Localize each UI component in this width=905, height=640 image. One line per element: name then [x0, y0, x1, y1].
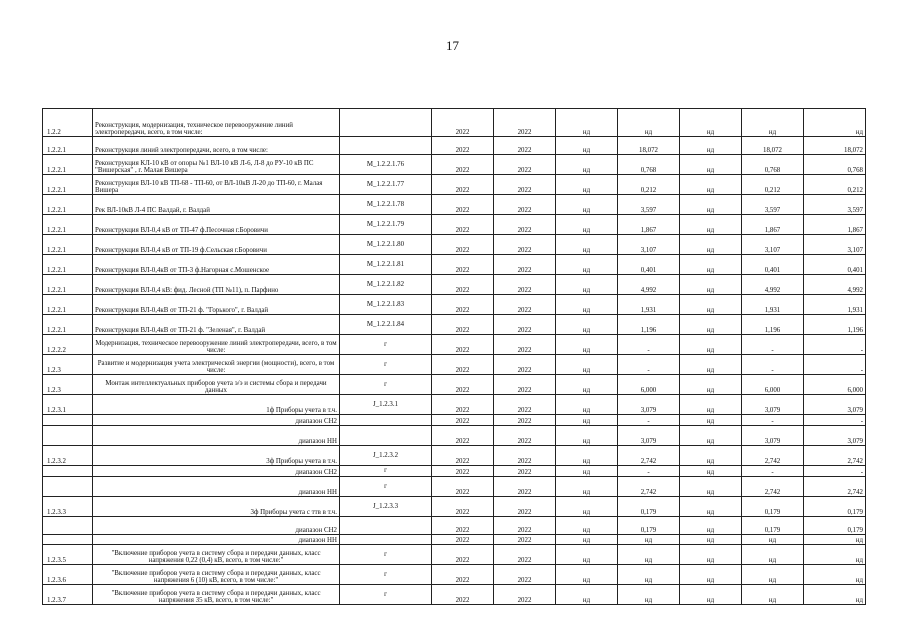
row-value-4-cell: 0,212 [742, 175, 804, 195]
row-id-cell: г [340, 466, 432, 477]
row-value-5-cell: - [804, 415, 866, 426]
row-value-1-cell: нд [556, 426, 618, 446]
row-start-year-cell: 2022 [432, 517, 494, 535]
row-value-5-cell: 1,867 [804, 215, 866, 235]
row-value-3-cell: нд [680, 545, 742, 565]
row-value-5-cell: 1,931 [804, 295, 866, 315]
row-value-1-cell: нд [556, 355, 618, 375]
row-value-4-cell: 1,867 [742, 215, 804, 235]
row-description-cell: Реконструкция ВЛ-0,4 кВ от ТП-47 ф.Песочная г.Боровичи [93, 215, 340, 235]
row-number-cell [43, 477, 93, 497]
row-start-year-cell: 2022 [432, 585, 494, 605]
row-end-year-cell: 2022 [494, 315, 556, 335]
row-value-1-cell: нд [556, 315, 618, 335]
row-value-2-cell: 3,107 [618, 235, 680, 255]
row-start-year-cell: 2022 [432, 175, 494, 195]
row-value-4-cell: 3,079 [742, 395, 804, 415]
table-row [43, 565, 866, 585]
row-value-3-cell: нд [680, 426, 742, 446]
table-row [43, 355, 866, 375]
row-description-cell: "Включение приборов учета в систему сбора и передачи данных, класс напряжения 35 кВ, всего, в том числе:" [93, 585, 340, 605]
row-value-2-cell: - [618, 415, 680, 426]
row-description-cell: Монтаж интеллектуальных приборов учета э/э и системы сбора и передачи данных [93, 375, 340, 395]
table-row [43, 109, 866, 137]
row-value-4-cell: 1,196 [742, 315, 804, 335]
row-description-cell: Реконструкция ВЛ-0,4кВ от ТП-3 ф.Нагорная с.Мошенское [93, 255, 340, 275]
row-value-2-cell: 0,401 [618, 255, 680, 275]
row-number-cell: 1.2.3.6 [43, 565, 93, 585]
row-value-2-cell: 3,597 [618, 195, 680, 215]
row-value-2-cell: нд [618, 565, 680, 585]
row-end-year-cell: 2022 [494, 426, 556, 446]
row-value-1-cell: нд [556, 446, 618, 466]
row-number-cell [43, 426, 93, 446]
row-value-1-cell: нд [556, 109, 618, 137]
row-number-cell: 1.2.3 [43, 355, 93, 375]
row-end-year-cell: 2022 [494, 255, 556, 275]
row-number-cell: 1.2.2.1 [43, 155, 93, 175]
row-value-5-cell: 3,107 [804, 235, 866, 255]
row-value-3-cell: нд [680, 235, 742, 255]
row-value-5-cell: 0,179 [804, 517, 866, 535]
row-value-2-cell: 3,079 [618, 426, 680, 446]
table-row [43, 295, 866, 315]
row-value-1-cell: нд [556, 155, 618, 175]
row-value-5-cell: 3,597 [804, 195, 866, 215]
row-value-1-cell: нд [556, 585, 618, 605]
row-value-4-cell: 2,742 [742, 446, 804, 466]
row-value-2-cell: 4,992 [618, 275, 680, 295]
row-start-year-cell: 2022 [432, 565, 494, 585]
row-start-year-cell: 2022 [432, 355, 494, 375]
row-number-cell: 1.2.2.1 [43, 255, 93, 275]
row-value-3-cell: нд [680, 466, 742, 477]
table-row [43, 175, 866, 195]
row-end-year-cell: 2022 [494, 535, 556, 545]
row-number-cell: 1.2.3.7 [43, 585, 93, 605]
row-start-year-cell: 2022 [432, 335, 494, 355]
row-value-3-cell: нд [680, 109, 742, 137]
row-description-cell: 1ф Приборы учета в т.ч. [93, 395, 340, 415]
row-description-cell: диапазон НН [93, 426, 340, 446]
row-number-cell: 1.2.2.1 [43, 235, 93, 255]
row-id-cell: J_1.2.3.1 [340, 395, 432, 415]
row-number-cell: 1.2.2.1 [43, 215, 93, 235]
row-value-5-cell: нд [804, 565, 866, 585]
row-id-cell [340, 137, 432, 155]
row-start-year-cell: 2022 [432, 477, 494, 497]
row-id-cell: г [340, 335, 432, 355]
table-row [43, 517, 866, 535]
row-value-2-cell: 3,079 [618, 395, 680, 415]
table-row [43, 215, 866, 235]
row-value-4-cell: 0,401 [742, 255, 804, 275]
row-end-year-cell: 2022 [494, 137, 556, 155]
row-value-2-cell: - [618, 466, 680, 477]
row-number-cell: 1.2.2 [43, 109, 93, 137]
row-value-1-cell: нд [556, 175, 618, 195]
row-end-year-cell: 2022 [494, 446, 556, 466]
row-end-year-cell: 2022 [494, 295, 556, 315]
row-number-cell: 1.2.2.1 [43, 195, 93, 215]
row-description-cell: "Включение приборов учета в систему сбора и передачи данных, класс напряжения 6 (10) кВ, всего, в том числе:" [93, 565, 340, 585]
row-value-4-cell: нд [742, 585, 804, 605]
table-row [43, 415, 866, 426]
row-value-1-cell: нд [556, 466, 618, 477]
table-row [43, 446, 866, 466]
row-value-3-cell: нд [680, 375, 742, 395]
row-end-year-cell: 2022 [494, 109, 556, 137]
row-value-2-cell: 18,072 [618, 137, 680, 155]
row-value-2-cell: 1,931 [618, 295, 680, 315]
row-description-cell: диапазон СН2 [93, 466, 340, 477]
row-start-year-cell: 2022 [432, 137, 494, 155]
row-value-1-cell: нд [556, 477, 618, 497]
row-value-2-cell: - [618, 355, 680, 375]
row-value-1-cell: нд [556, 255, 618, 275]
row-value-3-cell: нд [680, 497, 742, 517]
row-end-year-cell: 2022 [494, 195, 556, 215]
row-start-year-cell: 2022 [432, 235, 494, 255]
table-row [43, 255, 866, 275]
row-value-5-cell: 0,179 [804, 497, 866, 517]
table-row [43, 375, 866, 395]
row-value-3-cell: нд [680, 215, 742, 235]
row-end-year-cell: 2022 [494, 565, 556, 585]
table-row [43, 545, 866, 565]
row-end-year-cell: 2022 [494, 585, 556, 605]
table-body [43, 109, 866, 605]
row-description-cell: Модернизация, техническое перевооружение линий электропередачи, всего, в том числе: [93, 335, 340, 355]
row-description-cell: Реконструкция ВЛ-0,4кВ от ТП-21 ф. "Зеленая", г. Валдай [93, 315, 340, 335]
row-value-3-cell: нд [680, 137, 742, 155]
row-start-year-cell: 2022 [432, 545, 494, 565]
row-value-3-cell: нд [680, 565, 742, 585]
table-row [43, 535, 866, 545]
table-row [43, 315, 866, 335]
row-description-cell: 3ф Приборы учета в т.ч. [93, 446, 340, 466]
row-start-year-cell: 2022 [432, 497, 494, 517]
row-value-1-cell: нд [556, 517, 618, 535]
row-value-3-cell: нд [680, 355, 742, 375]
row-number-cell: 1.2.2.1 [43, 315, 93, 335]
row-value-4-cell: - [742, 466, 804, 477]
row-value-5-cell: нд [804, 545, 866, 565]
row-start-year-cell: 2022 [432, 446, 494, 466]
row-value-1-cell: нд [556, 497, 618, 517]
row-value-5-cell: - [804, 355, 866, 375]
row-value-5-cell: нд [804, 535, 866, 545]
row-value-5-cell: - [804, 335, 866, 355]
row-value-5-cell: нд [804, 585, 866, 605]
row-start-year-cell: 2022 [432, 275, 494, 295]
row-start-year-cell: 2022 [432, 109, 494, 137]
row-value-1-cell: нд [556, 335, 618, 355]
row-value-4-cell: 0,179 [742, 497, 804, 517]
row-id-cell: г [340, 355, 432, 375]
row-value-1-cell: нд [556, 545, 618, 565]
table-row [43, 426, 866, 446]
row-id-cell: J_1.2.3.3 [340, 497, 432, 517]
row-value-1-cell: нд [556, 215, 618, 235]
row-value-5-cell: 4,992 [804, 275, 866, 295]
row-value-4-cell: 0,179 [742, 517, 804, 535]
row-value-2-cell: нд [618, 545, 680, 565]
row-id-cell [340, 517, 432, 535]
row-end-year-cell: 2022 [494, 415, 556, 426]
row-value-3-cell: нд [680, 335, 742, 355]
row-end-year-cell: 2022 [494, 466, 556, 477]
row-end-year-cell: 2022 [494, 545, 556, 565]
row-value-3-cell: нд [680, 175, 742, 195]
row-value-1-cell: нд [556, 137, 618, 155]
row-value-4-cell: 1,931 [742, 295, 804, 315]
row-value-1-cell: нд [556, 375, 618, 395]
row-value-1-cell: нд [556, 415, 618, 426]
row-id-cell: J_1.2.3.2 [340, 446, 432, 466]
row-id-cell: M_1.2.2.1.80 [340, 235, 432, 255]
row-value-5-cell: нд [804, 109, 866, 137]
row-number-cell [43, 466, 93, 477]
row-end-year-cell: 2022 [494, 215, 556, 235]
row-value-2-cell: 2,742 [618, 446, 680, 466]
row-start-year-cell: 2022 [432, 215, 494, 235]
row-end-year-cell: 2022 [494, 517, 556, 535]
row-start-year-cell: 2022 [432, 466, 494, 477]
row-description-cell: диапазон СН2 [93, 517, 340, 535]
row-value-5-cell: 2,742 [804, 477, 866, 497]
row-number-cell: 1.2.2.1 [43, 137, 93, 155]
row-description-cell: диапазон НН [93, 535, 340, 545]
row-value-4-cell: 2,742 [742, 477, 804, 497]
row-value-1-cell: нд [556, 565, 618, 585]
row-value-5-cell: 3,079 [804, 395, 866, 415]
row-id-cell: г [340, 545, 432, 565]
table-row [43, 155, 866, 175]
row-end-year-cell: 2022 [494, 175, 556, 195]
row-start-year-cell: 2022 [432, 195, 494, 215]
row-value-2-cell: 6,000 [618, 375, 680, 395]
row-value-4-cell: 3,079 [742, 426, 804, 446]
row-value-3-cell: нд [680, 585, 742, 605]
row-start-year-cell: 2022 [432, 535, 494, 545]
row-value-5-cell: 0,212 [804, 175, 866, 195]
row-value-3-cell: нд [680, 155, 742, 175]
row-value-2-cell: - [618, 335, 680, 355]
row-description-cell: Реконструкция КЛ-10 кВ от опоры №1 ВЛ-10 кВ Л-6, Л-8 до РУ-10 кВ ПС "Вишерская" , г. Малая Вишера [93, 155, 340, 175]
row-start-year-cell: 2022 [432, 295, 494, 315]
table-row [43, 137, 866, 155]
table-row [43, 477, 866, 497]
row-start-year-cell: 2022 [432, 395, 494, 415]
row-id-cell: г [340, 477, 432, 497]
row-value-4-cell: нд [742, 565, 804, 585]
row-end-year-cell: 2022 [494, 355, 556, 375]
investment-table-container [42, 108, 865, 605]
row-id-cell: г [340, 375, 432, 395]
row-id-cell [340, 109, 432, 137]
row-value-4-cell: - [742, 335, 804, 355]
row-value-3-cell: нд [680, 415, 742, 426]
row-value-5-cell: 6,000 [804, 375, 866, 395]
row-value-5-cell: 1,196 [804, 315, 866, 335]
row-number-cell [43, 517, 93, 535]
row-id-cell: г [340, 565, 432, 585]
row-value-1-cell: нд [556, 195, 618, 215]
row-value-4-cell: 18,072 [742, 137, 804, 155]
row-number-cell [43, 415, 93, 426]
row-description-cell: Развитие и модернизация учета электрической энергии (мощности), всего, в том числе: [93, 355, 340, 375]
row-end-year-cell: 2022 [494, 497, 556, 517]
table-row [43, 235, 866, 255]
row-value-5-cell: 2,742 [804, 446, 866, 466]
row-number-cell: 1.2.3.3 [43, 497, 93, 517]
row-number-cell: 1.2.2.1 [43, 295, 93, 315]
row-id-cell: M_1.2.2.1.84 [340, 315, 432, 335]
table-row [43, 466, 866, 477]
row-description-cell: Реконструкция линий электропередачи, всего, в том числе: [93, 137, 340, 155]
row-description-cell: Реконструкция, модернизация, техническое перевооружение линий электропередачи, всего, в том числе: [93, 109, 340, 137]
row-number-cell [43, 535, 93, 545]
row-id-cell: M_1.2.2.1.83 [340, 295, 432, 315]
row-end-year-cell: 2022 [494, 275, 556, 295]
row-value-3-cell: нд [680, 275, 742, 295]
row-value-2-cell: 2,742 [618, 477, 680, 497]
row-value-3-cell: нд [680, 517, 742, 535]
row-value-2-cell: 1,867 [618, 215, 680, 235]
row-number-cell: 1.2.2.2 [43, 335, 93, 355]
row-value-2-cell: нд [618, 109, 680, 137]
row-value-1-cell: нд [556, 275, 618, 295]
row-number-cell: 1.2.3.1 [43, 395, 93, 415]
row-description-cell: Реконструкция ВЛ-0,4кВ от ТП-21 ф. "Горького", г. Валдай [93, 295, 340, 315]
row-id-cell: M_1.2.2.1.79 [340, 215, 432, 235]
row-value-2-cell: 1,196 [618, 315, 680, 335]
investment-table [42, 108, 866, 605]
row-description-cell: диапазон НН [93, 477, 340, 497]
table-row [43, 275, 866, 295]
row-value-2-cell: 0,179 [618, 517, 680, 535]
row-id-cell [340, 426, 432, 446]
row-value-4-cell: 3,597 [742, 195, 804, 215]
row-id-cell: M_1.2.2.1.77 [340, 175, 432, 195]
row-value-3-cell: нд [680, 535, 742, 545]
table-row [43, 395, 866, 415]
row-number-cell: 1.2.2.1 [43, 275, 93, 295]
row-id-cell: M_1.2.2.1.76 [340, 155, 432, 175]
table-row [43, 497, 866, 517]
row-value-4-cell: 3,107 [742, 235, 804, 255]
row-id-cell: г [340, 585, 432, 605]
row-number-cell: 1.2.2.1 [43, 175, 93, 195]
table-row [43, 585, 866, 605]
row-value-3-cell: нд [680, 255, 742, 275]
row-number-cell: 1.2.3.5 [43, 545, 93, 565]
row-value-5-cell: 3,079 [804, 426, 866, 446]
row-end-year-cell: 2022 [494, 235, 556, 255]
row-end-year-cell: 2022 [494, 477, 556, 497]
row-end-year-cell: 2022 [494, 375, 556, 395]
row-value-1-cell: нд [556, 535, 618, 545]
row-description-cell: "Включение приборов учета в систему сбора и передачи данных, класс напряжения 0,22 (0,4) кВ, всего, в том числе:" [93, 545, 340, 565]
row-end-year-cell: 2022 [494, 155, 556, 175]
row-value-1-cell: нд [556, 235, 618, 255]
row-id-cell: M_1.2.2.1.82 [340, 275, 432, 295]
row-value-2-cell: нд [618, 535, 680, 545]
row-number-cell: 1.2.3 [43, 375, 93, 395]
row-start-year-cell: 2022 [432, 255, 494, 275]
table-row [43, 335, 866, 355]
table-row [43, 195, 866, 215]
row-description-cell: Реконструкция ВЛ-0,4 кВ: фид. Лесной (ТП №11), п. Парфино [93, 275, 340, 295]
row-description-cell: Реконструкция ВЛ-10 кВ ТП-68 - ТП-60, от ВЛ-10кВ Л-20 до ТП-60, г. Малая Вишера [93, 175, 340, 195]
row-value-2-cell: 0,212 [618, 175, 680, 195]
row-value-5-cell: - [804, 466, 866, 477]
row-start-year-cell: 2022 [432, 375, 494, 395]
row-value-3-cell: нд [680, 446, 742, 466]
row-description-cell: Реконструкция ВЛ-0,4 кВ от ТП-19 ф.Сельская г.Боровичи [93, 235, 340, 255]
row-end-year-cell: 2022 [494, 395, 556, 415]
row-start-year-cell: 2022 [432, 315, 494, 335]
row-description-cell: диапазон СН2 [93, 415, 340, 426]
row-value-5-cell: 0,401 [804, 255, 866, 275]
row-value-4-cell: 6,000 [742, 375, 804, 395]
row-value-1-cell: нд [556, 395, 618, 415]
row-value-2-cell: 0,179 [618, 497, 680, 517]
row-value-3-cell: нд [680, 395, 742, 415]
row-description-cell: 3ф Приборы учета с ттв в т.ч. [93, 497, 340, 517]
row-id-cell: M_1.2.2.1.81 [340, 255, 432, 275]
row-number-cell: 1.2.3.2 [43, 446, 93, 466]
row-id-cell [340, 535, 432, 545]
row-value-5-cell: 0,768 [804, 155, 866, 175]
row-value-1-cell: нд [556, 295, 618, 315]
row-value-3-cell: нд [680, 315, 742, 335]
row-value-4-cell: нд [742, 545, 804, 565]
row-value-4-cell: нд [742, 109, 804, 137]
row-value-4-cell: - [742, 355, 804, 375]
row-value-2-cell: нд [618, 585, 680, 605]
row-value-4-cell: нд [742, 535, 804, 545]
row-end-year-cell: 2022 [494, 335, 556, 355]
row-start-year-cell: 2022 [432, 415, 494, 426]
row-value-3-cell: нд [680, 295, 742, 315]
row-id-cell [340, 415, 432, 426]
row-start-year-cell: 2022 [432, 426, 494, 446]
row-value-4-cell: - [742, 415, 804, 426]
row-value-4-cell: 4,992 [742, 275, 804, 295]
row-value-2-cell: 0,768 [618, 155, 680, 175]
row-start-year-cell: 2022 [432, 155, 494, 175]
page-number: 17 [446, 38, 459, 53]
row-value-3-cell: нд [680, 195, 742, 215]
row-id-cell: M_1.2.2.1.78 [340, 195, 432, 215]
row-value-5-cell: 18,072 [804, 137, 866, 155]
row-value-4-cell: 0,768 [742, 155, 804, 175]
row-description-cell: Рек ВЛ-10кВ Л-4 ПС Валдай, г. Валдай [93, 195, 340, 215]
row-value-3-cell: нд [680, 477, 742, 497]
